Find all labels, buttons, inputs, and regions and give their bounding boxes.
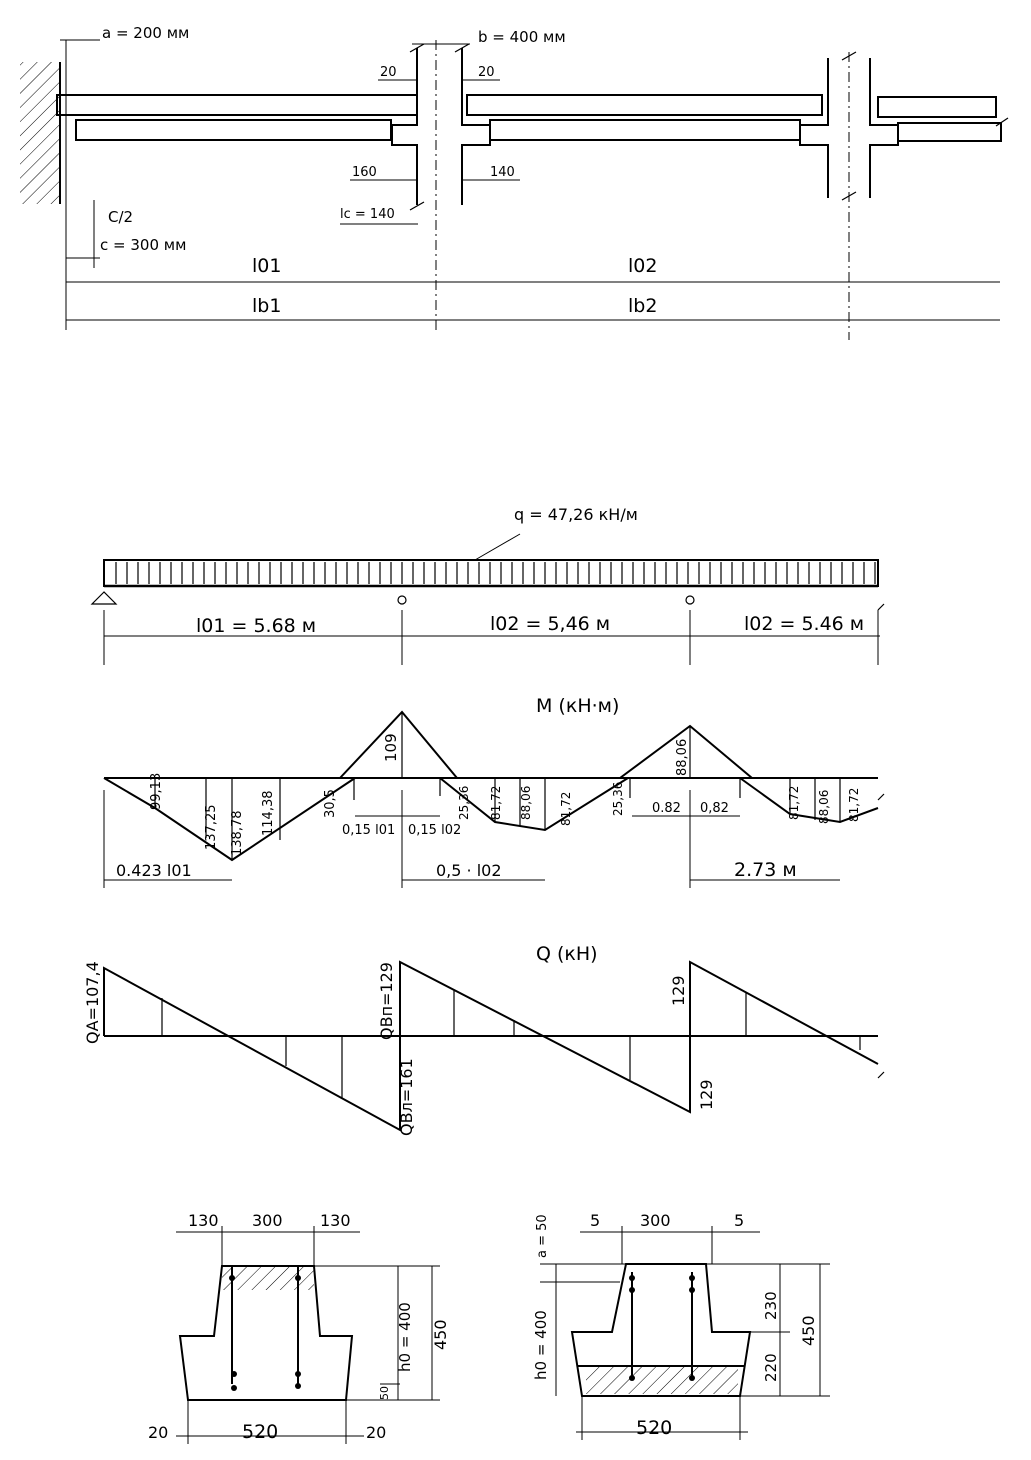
- load-hatching: [116, 562, 875, 584]
- dim-0423: 0.423 l01: [116, 861, 192, 880]
- moment-title: M (кН·м): [536, 695, 620, 717]
- moment-diagram: [104, 695, 884, 888]
- dim-l01: l01: [252, 255, 282, 277]
- sec-left-h: 450: [431, 1319, 450, 1350]
- m-value: 88,06: [817, 789, 831, 824]
- support-b: [398, 596, 406, 604]
- dim-lb2: lb2: [628, 295, 658, 317]
- dim-a-label: a = 200 мм: [102, 24, 190, 42]
- dim-b-label: b = 400 мм: [478, 28, 566, 46]
- rebar-dot: [231, 1385, 237, 1391]
- m-value: 25,36: [457, 785, 471, 820]
- slab-span-1: [57, 95, 417, 115]
- sec-left-a: 50: [378, 1386, 391, 1400]
- dim-lc: lc = 140: [340, 207, 395, 222]
- dim-l02: l02: [628, 255, 658, 277]
- m-value: 81,72: [847, 787, 861, 822]
- m-value: 81,72: [787, 785, 801, 820]
- rebar-dot: [689, 1375, 695, 1381]
- compression-zone: [586, 1366, 738, 1394]
- rebar-dot: [295, 1371, 301, 1377]
- m-value: 88,06: [519, 785, 533, 820]
- m-value: 88,06: [675, 738, 690, 776]
- section-span: [532, 1211, 830, 1440]
- load-q-label: q = 47,26 кН/м: [514, 505, 638, 524]
- sec-left-top-1: 130: [188, 1211, 219, 1230]
- section-support: [148, 1211, 450, 1444]
- rebar-dot: [629, 1287, 635, 1293]
- sec-right-5b: 5: [734, 1211, 745, 1230]
- dim-082-b: 0,82: [700, 801, 729, 816]
- dim-160: 160: [352, 165, 377, 180]
- dim-c-half: C/2: [108, 208, 134, 226]
- m-value: 114,38: [261, 790, 276, 836]
- span-1-label: l01 = 5.68 м: [196, 615, 317, 637]
- dim-015-l01: 0,15 l01: [342, 823, 396, 838]
- shear-title: Q (кН): [536, 943, 598, 965]
- m-value: 25,36: [611, 781, 625, 816]
- sec-left-20a: 20: [148, 1423, 169, 1442]
- dim-082-a: 0.82: [652, 801, 681, 816]
- dim-20-left: 20: [380, 65, 397, 80]
- sec-right-450: 450: [799, 1315, 818, 1346]
- rebar-dot: [295, 1383, 301, 1389]
- sec-right-220: 220: [762, 1353, 780, 1382]
- support-c: [686, 596, 694, 604]
- sec-left-top-2: 300: [252, 1211, 283, 1230]
- slab-span-2: [467, 95, 822, 115]
- rebar-dot: [689, 1287, 695, 1293]
- shear-qb-right: QBп=129: [377, 962, 396, 1040]
- rebar-dot: [231, 1371, 237, 1377]
- sec-right-5a: 5: [590, 1211, 601, 1230]
- secondary-beam-2: [490, 120, 800, 140]
- slab-span-3: [878, 97, 996, 117]
- m-value: 30,5: [323, 789, 338, 818]
- dim-c: c = 300 мм: [100, 236, 187, 254]
- sec-left-520: 520: [242, 1421, 279, 1443]
- sec-right-h0: h0 = 400: [532, 1310, 550, 1380]
- shear-qa: QA=107,4: [83, 961, 102, 1044]
- dim-273: 2.73 м: [734, 859, 797, 881]
- sec-right-520: 520: [636, 1417, 673, 1439]
- masonry-wall: [20, 62, 60, 204]
- m-value: 137,25: [204, 804, 219, 850]
- sec-right-230: 230: [762, 1291, 780, 1320]
- m-value: 81,72: [489, 785, 503, 820]
- rebar-dot: [629, 1375, 635, 1381]
- shear-c-top: 129: [669, 975, 688, 1006]
- structure-plan: [20, 24, 1008, 340]
- rebar-dot: [629, 1275, 635, 1281]
- m-value: 81,72: [559, 791, 573, 826]
- dim-20-right: 20: [478, 65, 495, 80]
- dim-015-l02: 0,15 l02: [408, 823, 462, 838]
- secondary-beam-3: [898, 123, 1001, 141]
- shear-c-bottom: 129: [697, 1079, 716, 1110]
- m-value: 109: [382, 733, 400, 762]
- shear-diagram: [83, 943, 884, 1136]
- secondary-beam-1: [76, 120, 391, 140]
- support-a: [92, 592, 116, 604]
- m-value: 99,13: [149, 772, 164, 810]
- column-b: [392, 44, 490, 210]
- rebar-dot: [295, 1275, 301, 1281]
- m-value: 138,78: [230, 810, 245, 856]
- distributed-load: [104, 560, 878, 586]
- sec-left-20b: 20: [366, 1423, 387, 1442]
- sec-left-top-3: 130: [320, 1211, 351, 1230]
- sec-left-h0: h0 = 400: [396, 1302, 414, 1372]
- rebar-dot: [229, 1275, 235, 1281]
- load-scheme: [92, 505, 884, 665]
- dim-140: 140: [490, 165, 515, 180]
- span-3-label: l02 = 5.46 м: [744, 613, 865, 635]
- dim-05-l02: 0,5 · l02: [436, 861, 502, 880]
- span-2-label: l02 = 5,46 м: [490, 613, 611, 635]
- sec-right-300: 300: [640, 1211, 671, 1230]
- sec-right-a: a = 50: [535, 1214, 550, 1258]
- shear-qb-left: QBл=161: [397, 1058, 416, 1136]
- rebar-dot: [689, 1275, 695, 1281]
- dim-lb1: lb1: [252, 295, 282, 317]
